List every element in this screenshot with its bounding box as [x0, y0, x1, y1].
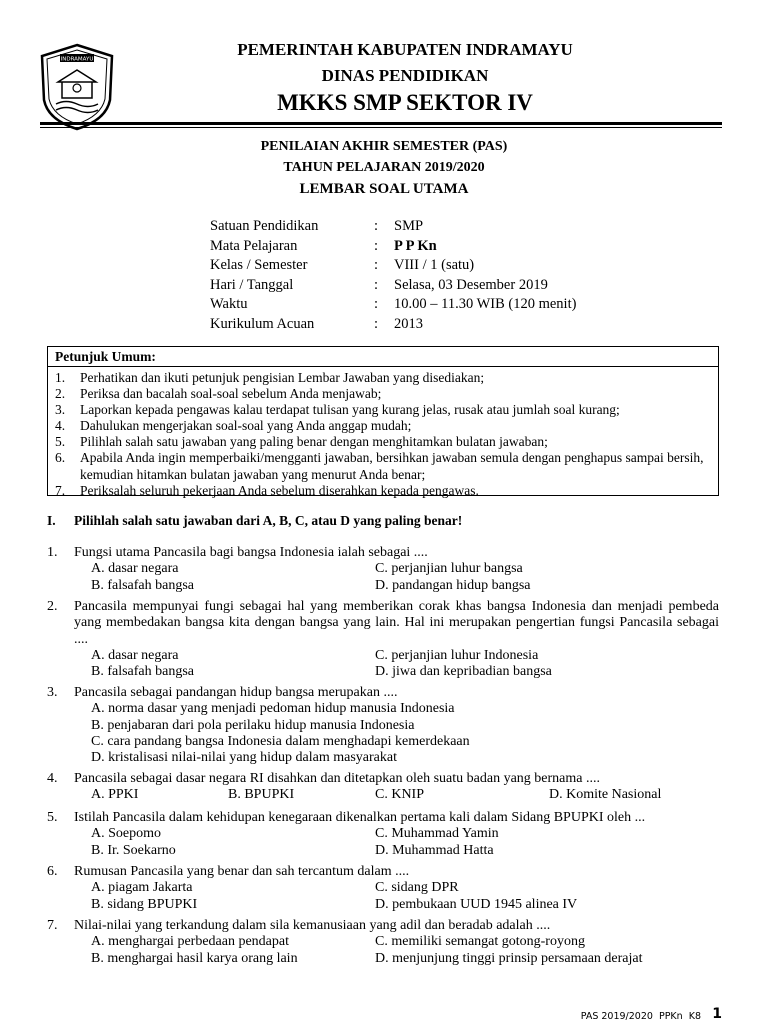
instruction-item	[48, 434, 718, 450]
identity-key: Kelas / Semester	[210, 257, 308, 273]
instruction-number: 5.	[55, 434, 66, 450]
question-stem: Istilah Pancasila dalam kehidupan kenegaraan dikenalkan pertama kali dalam Sidang BPUPKI oleh ...	[74, 810, 646, 825]
answer-option: C. sidang DPR	[375, 880, 459, 896]
identity-key: Waktu	[210, 296, 248, 312]
instruction-item	[48, 402, 718, 418]
identity-value: VIII / 1 (satu)	[394, 257, 475, 273]
question-stem: Nilai-nilai yang terkandung dalam sila kemanusiaan yang adil dan beradab adalah ....	[74, 918, 551, 933]
instruction-text: Perhatikan dan ikuti petunjuk pengisian Lembar Jawaban yang disediakan;	[80, 370, 485, 385]
identity-value: 10.00 – 11.30 WIB (120 menit)	[394, 296, 577, 312]
instruction-item	[48, 483, 718, 499]
answer-option: A. PPKI	[91, 787, 139, 803]
letterhead-thick-rule	[40, 122, 722, 125]
answer-option: A. menghargai perbedaan pendapat	[91, 934, 289, 950]
answer-options	[91, 561, 719, 594]
question-number: 5.	[47, 810, 58, 825]
instruction-number: 1.	[55, 370, 66, 385]
letterhead-thin-rule	[40, 127, 722, 128]
answer-option: B. Ir. Soekarno	[91, 842, 176, 858]
answer-option: D. menjunjung tinggi prinsip persamaan derajat	[375, 950, 643, 966]
section-number: I.	[47, 513, 56, 528]
question-number: 3.	[47, 685, 58, 700]
answer-option: B. falsafah bangsa	[91, 664, 195, 680]
answer-options	[91, 880, 719, 913]
exam-title: PENILAIAN AKHIR SEMESTER (PAS)	[260, 139, 508, 154]
exam-academic-year: TAHUN PELAJARAN 2019/2020	[283, 160, 485, 175]
section-instruction: Pilihlah salah satu jawaban dari A, B, C, atau D yang paling benar!	[74, 513, 463, 528]
question-number: 6.	[47, 864, 58, 879]
question-item	[47, 685, 719, 766]
answer-option: C. perjanjian luhur bangsa	[375, 561, 523, 577]
answer-option: D. Komite Nasional	[549, 787, 662, 803]
identity-colon: :	[374, 276, 379, 293]
identity-value: Selasa, 03 Desember 2019	[394, 276, 548, 293]
answer-option: B. falsafah bangsa	[91, 577, 195, 593]
identity-colon: :	[374, 218, 379, 234]
question-item	[47, 771, 719, 804]
identity-colon: :	[374, 315, 379, 332]
answer-option: D. pandangan hidup bangsa	[375, 577, 531, 593]
identity-key: Mata Pelajaran	[210, 237, 298, 254]
answer-option: C. perjanjian luhur Indonesia	[375, 647, 539, 663]
instruction-text: Apabila Anda ingin memperbaiki/mengganti jawaban, bersihkan jawaban semula dengan penghapus sampai bersih, kemudian hitamkan bulatan jawaban yang menurut Anda benar;	[80, 450, 704, 482]
answer-options	[91, 826, 719, 859]
letterhead-department: DINAS PENDIDIKAN	[321, 66, 489, 85]
answer-option: C. Muhammad Yamin	[375, 826, 499, 842]
general-instructions-box	[47, 346, 719, 496]
answer-options	[91, 787, 719, 803]
instructions-heading: Petunjuk Umum:	[48, 347, 718, 367]
answer-option: C. cara pandang bangsa Indonesia dalam menghadapi kemerdekaan	[91, 733, 470, 749]
identity-row	[210, 237, 576, 257]
exam-sheet-type: LEMBAR SOAL UTAMA	[299, 181, 469, 197]
instruction-text: Periksalah seluruh pekerjaan Anda sebelum diserahkan kepada pengawas.	[80, 482, 479, 498]
identity-row	[210, 315, 576, 335]
instruction-item	[48, 418, 718, 434]
instruction-number: 6.	[55, 450, 66, 466]
identity-row	[210, 295, 576, 315]
answer-option: D. Muhammad Hatta	[375, 842, 494, 858]
identity-value: SMP	[394, 218, 424, 234]
answer-options	[91, 934, 719, 967]
question-stem: Rumusan Pancasila yang benar dan sah tercantum dalam ....	[74, 864, 410, 879]
identity-key: Satuan Pendidikan	[210, 218, 319, 234]
instruction-number: 7.	[55, 482, 66, 498]
instructions-list	[48, 367, 718, 499]
question-number: 4.	[47, 771, 58, 786]
answer-option: C. KNIP	[375, 787, 425, 803]
answer-option: C. memiliki semangat gotong-royong	[375, 934, 585, 950]
answer-option: B. menghargai hasil karya orang lain	[91, 950, 298, 966]
answer-option: D. kristalisasi nilai-nilai yang hidup dalam masyarakat	[91, 750, 397, 766]
question-item	[47, 599, 719, 680]
answer-option: D. pembukaan UUD 1945 alinea IV	[375, 896, 578, 912]
answer-option: D. jiwa dan kepribadian bangsa	[375, 664, 552, 680]
identity-colon: :	[374, 237, 379, 254]
identity-key: Hari / Tanggal	[210, 276, 294, 293]
answer-option: A. dasar negara	[91, 561, 179, 577]
answer-option: A. Soepomo	[91, 826, 161, 842]
identity-value: P P Kn	[394, 237, 437, 254]
question-stem: Fungsi utama Pancasila bagi bangsa Indonesia ialah sebagai ....	[74, 545, 428, 560]
question-stem: Pancasila sebagai dasar negara RI disahkan dan ditetapkan oleh suatu badan yang bernama ....	[74, 771, 600, 786]
question-number: 1.	[47, 545, 58, 560]
answer-option: A. norma dasar yang menjadi pedoman hidup manusia Indonesia	[91, 701, 455, 717]
question-item	[47, 545, 719, 594]
question-item	[47, 864, 719, 913]
instruction-item	[48, 370, 718, 386]
answer-option: B. sidang BPUPKI	[91, 896, 198, 912]
identity-row	[210, 276, 576, 296]
question-item	[47, 810, 719, 859]
answer-option: B. BPUPKI	[228, 787, 295, 803]
instruction-item	[48, 450, 718, 482]
question-item	[47, 918, 719, 967]
identity-colon: :	[374, 296, 379, 312]
instruction-text: Dahulukan mengerjakan soal-soal yang Anda anggap mudah;	[80, 418, 412, 434]
answer-options	[91, 648, 719, 681]
question-number: 7.	[47, 918, 58, 933]
instruction-text: Pilihlah salah satu jawaban yang paling benar dengan menghitamkan bulatan jawaban;	[80, 434, 548, 450]
page-number: 1	[712, 1006, 722, 1022]
letterhead-government: PEMERINTAH KABUPATEN INDRAMAYU	[237, 40, 573, 59]
emblem-ribbon-text: INDRAMAYU	[60, 56, 94, 63]
answer-option: A. piagam Jakarta	[91, 880, 193, 896]
instruction-item	[48, 386, 718, 402]
identity-row	[210, 217, 576, 237]
identity-key: Kurikulum Acuan	[210, 315, 315, 332]
question-stem: Pancasila mempunyai fungi sebagai hal yang memberikan corak khas bangsa Indonesia dan menjadi pembeda yang membedakan bangsa kita dengan bangsa yang lain. Hal ini merupakan pengertian fungsi Pancasila sebagai ....	[74, 599, 719, 647]
footer-label: PAS 2019/2020 PPKn K8	[580, 1011, 701, 1022]
instruction-number: 4.	[55, 418, 66, 434]
answer-option: A. dasar negara	[91, 647, 179, 663]
question-stem: Pancasila sebagai pandangan hidup bangsa merupakan ....	[74, 685, 398, 700]
identity-value: 2013	[394, 315, 423, 332]
identity-row	[210, 256, 576, 276]
instruction-number: 2.	[55, 386, 66, 402]
answer-options	[91, 701, 719, 766]
exam-identity-table	[210, 217, 576, 334]
identity-colon: :	[374, 257, 379, 273]
letterhead-organization: MKKS SMP SEKTOR IV	[277, 90, 533, 115]
instruction-number: 3.	[55, 402, 66, 418]
answer-option: B. penjabaran dari pola perilaku hidup manusia Indonesia	[91, 717, 415, 733]
section-heading	[47, 513, 462, 529]
question-number: 2.	[47, 599, 58, 614]
instruction-text: Periksa dan bacalah soal-soal sebelum Anda menjawab;	[80, 386, 382, 402]
instruction-text: Laporkan kepada pengawas kalau terdapat tulisan yang kurang jelas, rusak atau jumlah soal kurang;	[80, 402, 620, 418]
